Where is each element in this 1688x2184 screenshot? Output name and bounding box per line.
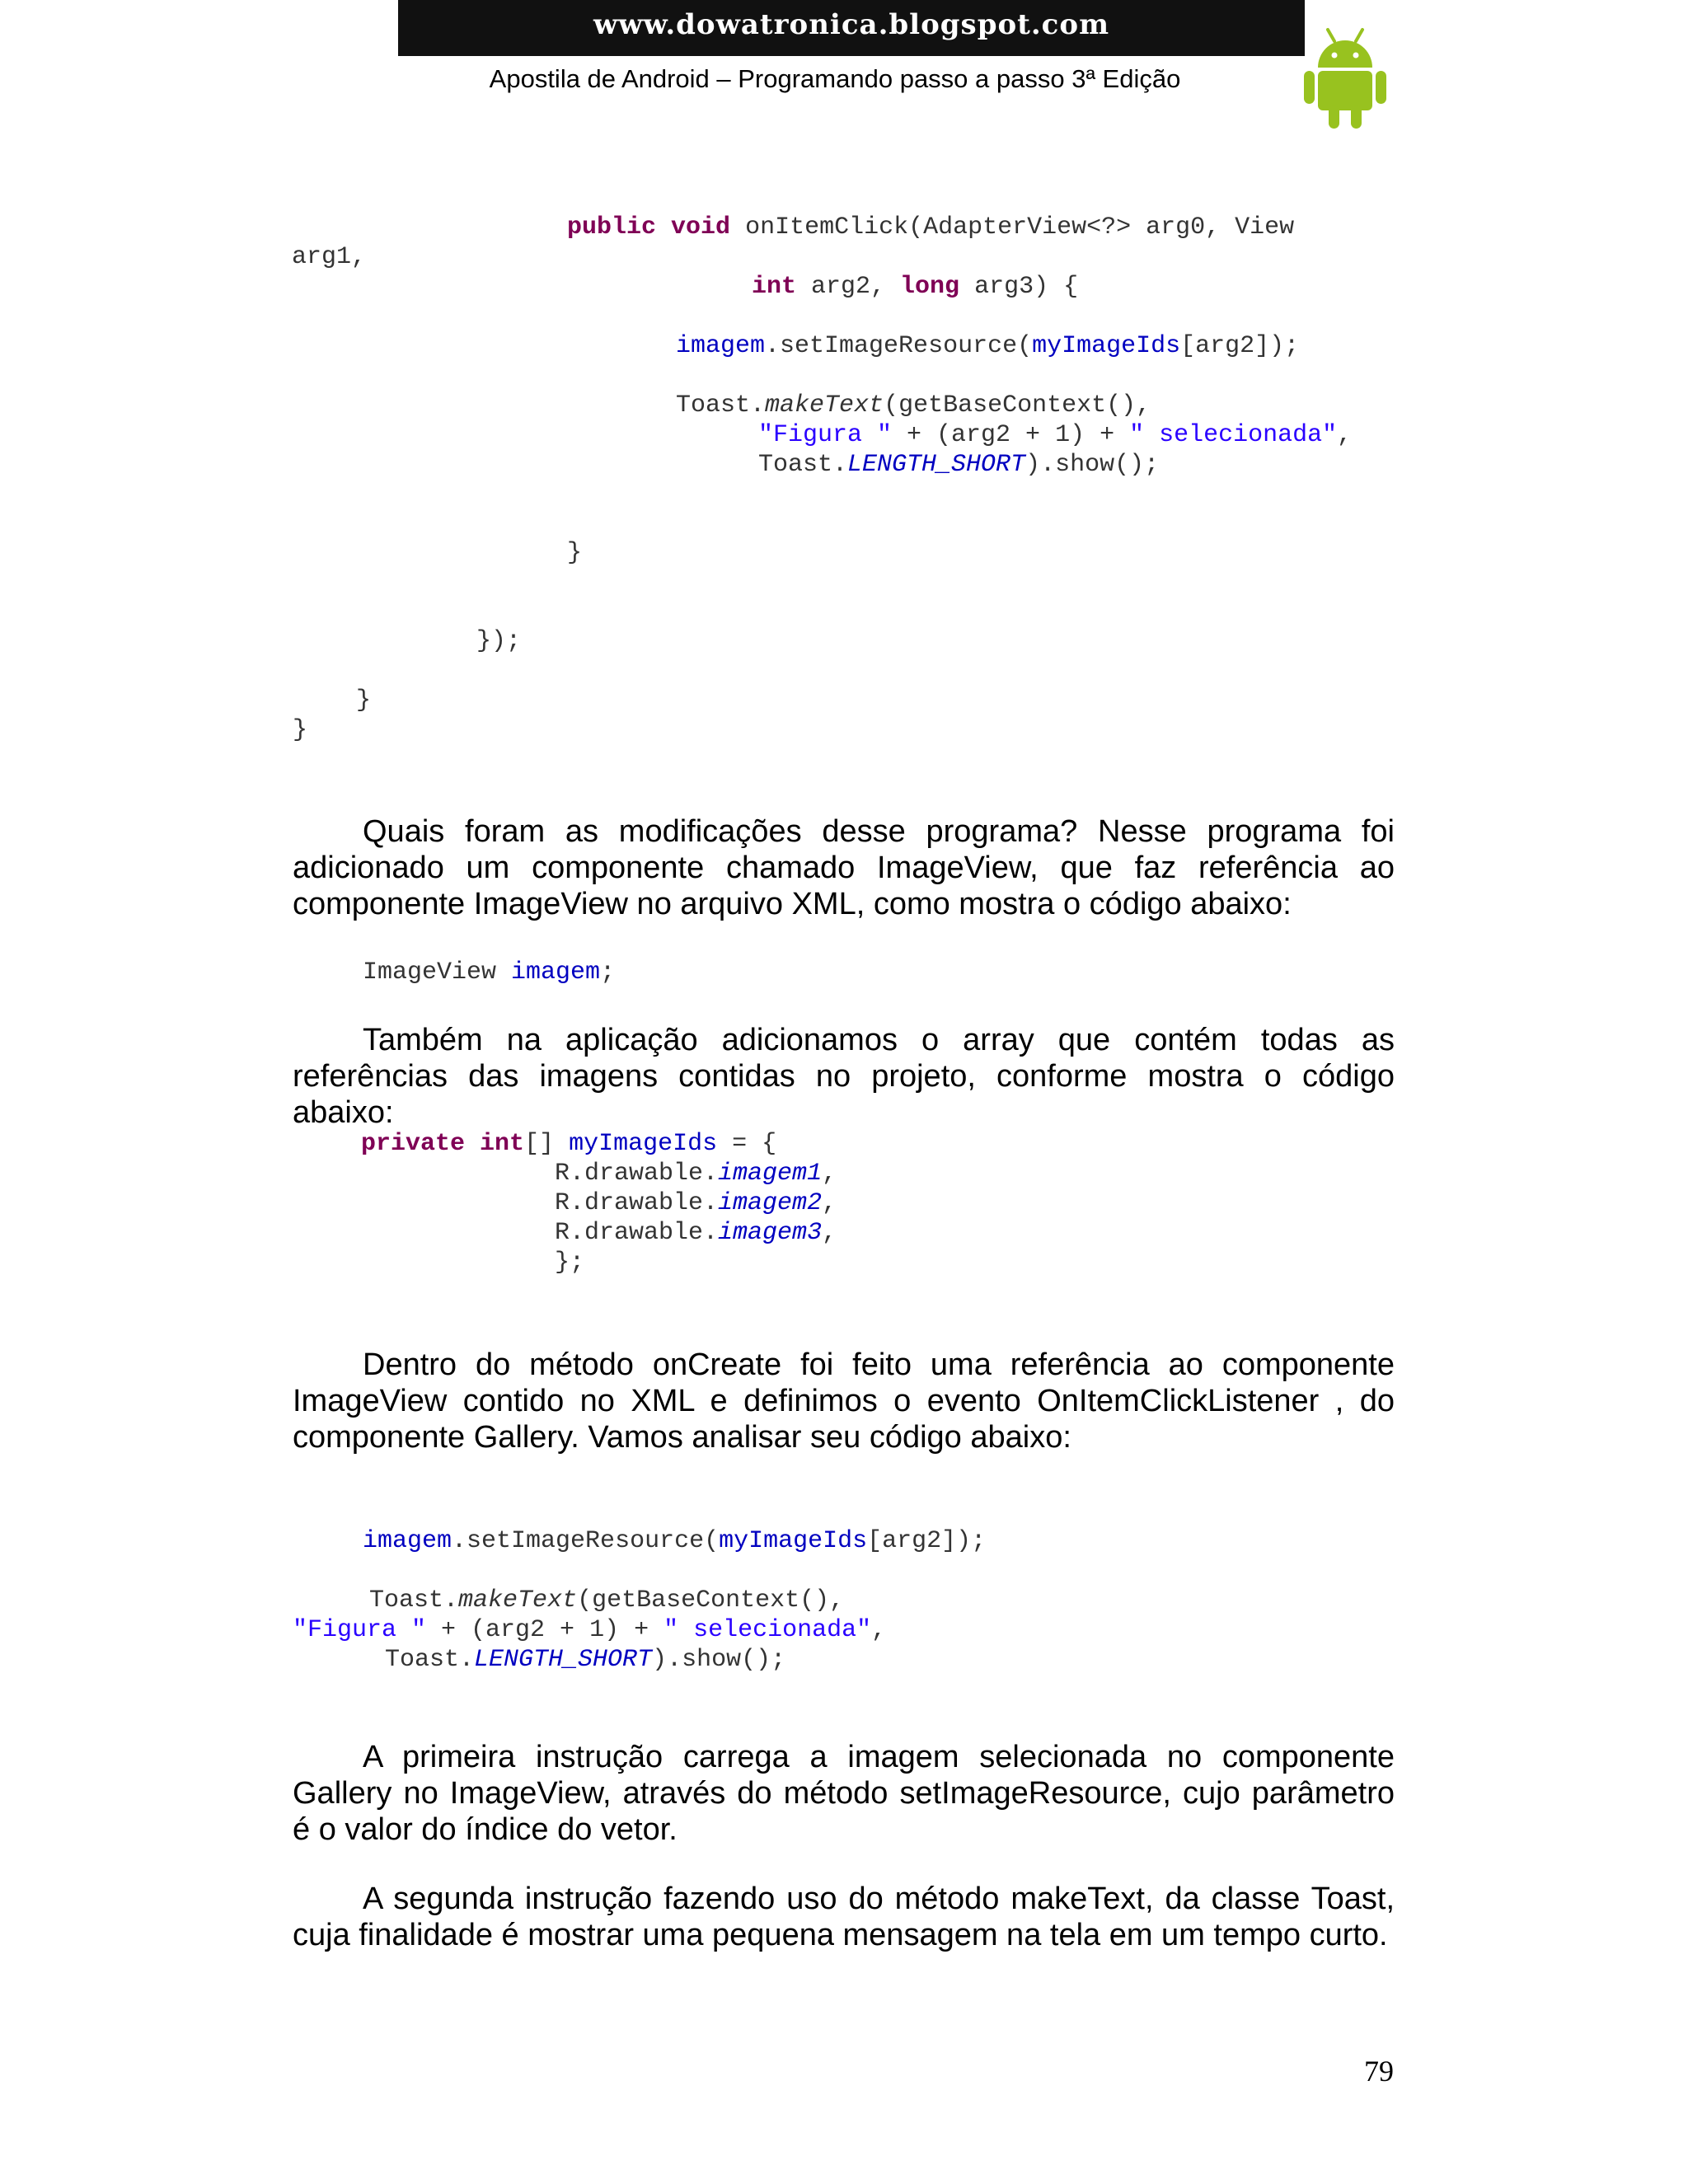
code-text: ImageView [363,958,512,987]
method-name: makeText [765,391,884,419]
code-text: = { [717,1130,777,1158]
code-text: , [822,1189,837,1217]
method-name: makeText [458,1586,578,1615]
code-toast-show [385,1645,785,1675]
code-text: (getBaseContext(), [577,1586,845,1615]
code-text: } [293,716,308,744]
field: imagem [363,1527,452,1555]
code-text: R.drawable. [555,1219,719,1247]
code-text: , [1337,421,1353,449]
code-text: [] [524,1130,570,1158]
header-banner [398,0,1305,56]
code-brace [476,626,521,656]
string-literal: "Figura " [293,1616,427,1644]
code-brace [356,686,371,715]
code-text: }); [476,627,522,655]
field: myImageIds [1032,332,1181,360]
code-text: arg2, [796,273,901,301]
code-brace [293,715,307,745]
code-method-signature [567,213,1294,242]
code-text: onItemClick(AdapterView<?> arg0, View [730,213,1295,241]
static-field: imagem2 [718,1189,823,1217]
android-robot-icon [1300,25,1390,129]
field: imagem [676,332,766,360]
keyword: int [752,273,797,301]
field: myImageIds [569,1130,718,1158]
code-text: ).show(); [1025,451,1160,479]
code-text: Toast. [676,391,766,419]
code-text: R.drawable. [555,1160,719,1188]
paragraph: A primeira instrução carrega a imagem selecionada no componente Gallery no ImageView, através do método setImageResource, cujo parâmetro é o valor do índice do vetor. [293,1740,1395,1847]
code-text: + (arg2 + 1) + [426,1616,664,1644]
string-literal: " selecionada" [663,1616,872,1644]
field: myImageIds [719,1527,868,1555]
code-toast-message [758,420,1352,450]
code-array-decl [361,1129,776,1159]
static-field: LENGTH_SHORT [474,1646,653,1674]
paragraph: Quais foram as modificações desse programa? Nesse programa foi adicionado um componente chamado ImageView, que faz referência ao componente ImageView no arquivo XML, como mostra o código abaixo: [293,814,1395,921]
code-arg1 [292,242,366,272]
code-text: R.drawable. [555,1189,719,1217]
code-imageview-decl [363,958,615,987]
string-literal: " selecionada" [1129,421,1338,449]
code-text: .setImageResource( [765,332,1033,360]
code-text: arg3) { [959,273,1079,301]
code-text: , [822,1219,837,1247]
code-array-item [555,1159,837,1188]
code-array-close [555,1248,584,1277]
static-field: imagem3 [718,1219,823,1247]
paragraph: Dentro do método onCreate foi feito uma referência ao componente ImageView contido no XML e definimos o evento OnItemClickListener , do componente Gallery. Vamos analisar seu código abaixo: [293,1347,1395,1455]
code-method-params [752,272,1078,302]
code-toast-show [758,450,1159,480]
code-set-image [676,331,1299,361]
keyword: void [671,213,731,241]
code-text: Toast. [758,451,848,479]
code-toast-call [369,1586,844,1615]
paragraph: Também na aplicação adicionamos o array que contém todas as referências das imagens contidas no projeto, conforme mostra o código abaixo: [293,1023,1395,1130]
code-toast-message [293,1615,886,1645]
code-text: } [567,539,583,567]
code-text: .setImageResource( [452,1527,720,1555]
field: imagem [511,958,601,987]
code-text: arg1, [292,243,367,271]
code-brace [567,538,582,568]
code-text: ).show(); [652,1646,786,1674]
keyword: int [480,1130,525,1158]
code-text: + (arg2 + 1) + [892,421,1130,449]
code-array-item [555,1188,837,1218]
string-literal: "Figura " [758,421,893,449]
keyword: private [361,1130,466,1158]
code-text: ; [600,958,616,987]
code-text: , [822,1160,837,1188]
code-text: Toast. [385,1646,475,1674]
static-field: imagem1 [718,1160,823,1188]
code-toast-call [676,391,1151,420]
page-number: 79 [1364,2055,1394,2088]
code-text: Toast. [369,1586,459,1615]
code-text: , [871,1616,887,1644]
code-text: (getBaseContext(), [884,391,1151,419]
keyword: public [567,213,657,241]
code-set-image [363,1526,986,1556]
banner-url: www.dowatronica.blogspot.com [593,8,1110,41]
code-text: }; [555,1249,585,1277]
paragraph: A segunda instrução fazendo uso do método makeText, da classe Toast, cuja finalidade é mostrar uma pequena mensagem na tela em um tempo curto. [293,1882,1395,1952]
code-text: [arg2]); [1180,332,1300,360]
page-subtitle: Apostila de Android – Programando passo a passo 3ª Edição [489,64,1181,93]
code-array-item [555,1218,837,1248]
static-field: LENGTH_SHORT [847,451,1026,479]
code-text: [arg2]); [867,1527,987,1555]
keyword: long [900,273,960,301]
code-text: } [356,687,372,715]
